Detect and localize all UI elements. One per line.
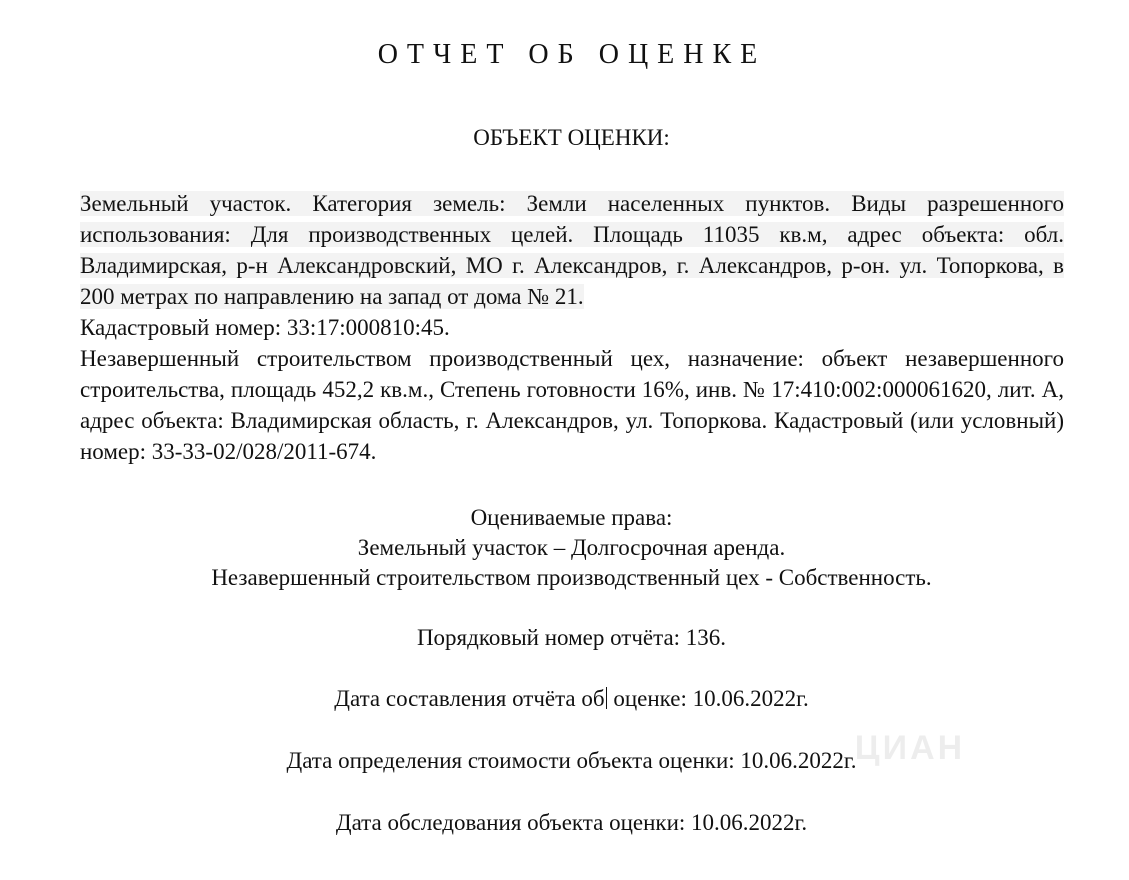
report-title: ОТЧЕТ ОБ ОЦЕНКЕ xyxy=(377,39,767,70)
report-date-part1: Дата составления отчёта об xyxy=(334,686,605,711)
land-description xyxy=(80,188,1064,312)
rights-land: Земельный участок – Долгосрочная аренда. xyxy=(357,535,786,560)
rights-heading: Оцениваемые права: xyxy=(470,505,673,530)
watermark: ЦИАН xyxy=(854,729,966,767)
object-heading: ОБЪЕКТ ОЦЕНКИ: xyxy=(473,125,670,150)
report-number: Порядковый номер отчёта: 136. xyxy=(416,625,727,650)
valuation-date: Дата определения стоимости объекта оценки: 10.06.2022г. xyxy=(286,748,857,773)
text-cursor xyxy=(606,687,607,709)
inspection-date: Дата обследования объекта оценки: 10.06.2022г. xyxy=(335,810,808,835)
report-date-part2: оценке: 10.06.2022г. xyxy=(607,686,809,711)
report-date xyxy=(0,684,1129,714)
land-description-text: Земельный участок. Категория земель: Земли населенных пунктов. Виды разрешенного использования: Для производственных целей. Площадь 11035 кв.м, адрес объекта: обл. Владимирская, р-н Александровский, МО г. Александров, г. Александров, р-он. ул. Топоркова, в 200 метрах по направлению на запад от дома № 21. xyxy=(80,191,1064,309)
rights-building: Незавершенный строительством производственный цех - Собственность. xyxy=(211,565,932,590)
cadastral-number: Кадастровый номер: 33:17:000810:45. xyxy=(80,315,450,340)
object-description xyxy=(80,188,1064,467)
building-description: Незавершенный строительством производственный цех, назначение: объект незавершенного строительства, площадь 452,2 кв.м., Степень готовности 16%, инв. № 17:410:002:000061620, лит. А, адрес объекта: Владимирская область, г. Александров, ул. Топоркова. Кадастровый (или условный) номер: 33-33-02/028/2011-674. xyxy=(80,346,1064,464)
